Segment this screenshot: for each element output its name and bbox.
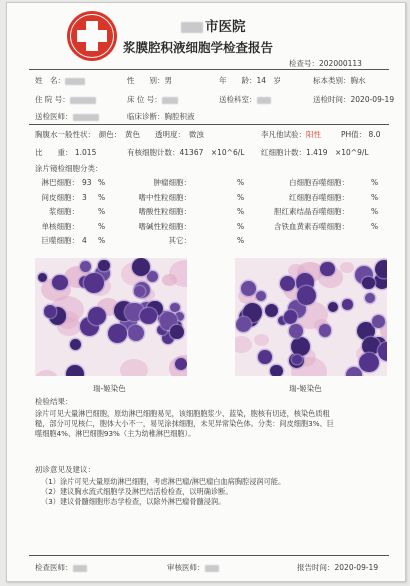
lymphocyte-cell — [365, 293, 375, 303]
cell-type-label: 肿瘤细胞： — [153, 178, 191, 187]
smear-cell — [340, 262, 354, 274]
lymphocyte-cell — [44, 305, 57, 318]
divider — [29, 124, 389, 125]
classification-heading: 涂片镜检细胞分类： — [35, 164, 103, 173]
percent-unit: % — [371, 192, 379, 202]
cell-type-label: 浆细胞： — [49, 207, 79, 216]
patient-gender: 性 别：男 — [127, 76, 172, 85]
hospital-name: 市医院 — [181, 15, 246, 35]
patient-age: 年 龄：14 岁 — [219, 76, 282, 85]
classification-row — [127, 222, 244, 231]
lymphocyte-cell — [297, 286, 316, 305]
lymphocyte-cell — [284, 310, 298, 324]
caption-right: 瑞-姬染色 — [289, 384, 322, 393]
classification-row — [257, 222, 378, 231]
percent-unit: % — [98, 207, 106, 216]
cell-type-label: 淋巴细胞： — [41, 178, 79, 187]
cell-type-label: 白细胞吞噬细胞： — [289, 178, 349, 187]
report-title: 浆膜腔积液细胞学检查报告 — [123, 40, 274, 55]
lymphocyte-cell — [265, 304, 278, 317]
cell-percent-value: 3 — [82, 192, 87, 202]
cell-type-label: 巨噬细胞： — [41, 236, 79, 245]
lymphocyte-cell — [280, 276, 295, 291]
hospital-logo — [67, 11, 117, 61]
smear-cell — [235, 336, 252, 353]
opinion-list: （1）涂片可见大量原幼淋巴细胞，考虑淋巴瘤/淋巴瘤白血病胸腔浸润可能。 （2）建议胸水流式细胞学及淋巴结活检检查，以明确诊断。 （3）建议骨髓细胞形态学检查，以除外淋巴瘤骨髓浸润。 — [41, 477, 286, 506]
specimen-type: 标本类别：胸水 — [313, 76, 366, 85]
percent-unit: % — [237, 192, 245, 202]
lymphocyte-cell — [328, 302, 338, 312]
classification-row — [127, 207, 244, 216]
lymphocyte-cell — [378, 342, 387, 361]
smear-cell — [162, 274, 177, 286]
cell-type-label: 间皮细胞： — [41, 192, 79, 202]
cell-type-label: 嗜中性粒细胞： — [138, 192, 191, 202]
percent-unit: % — [98, 192, 106, 202]
specific-gravity: 比 重： 1.015 — [35, 148, 97, 157]
percent-unit: % — [98, 221, 106, 231]
ph-value: PH值： 8.0 — [341, 130, 381, 139]
caption-left: 瑞-姬染色 — [93, 384, 126, 393]
lymphocyte-cell — [292, 355, 301, 364]
cell-type-label: 单核细胞： — [41, 221, 79, 231]
percent-unit: % — [237, 236, 245, 245]
sending-department: 送检科室： — [219, 95, 271, 104]
sending-doctor: 送检医师： — [35, 112, 99, 121]
lymphocyte-cell — [147, 271, 158, 282]
lymphocyte-cell — [256, 291, 267, 302]
lymphocyte-cell — [170, 303, 179, 312]
smear-cell — [254, 334, 269, 346]
classification-row — [35, 207, 105, 216]
rbc-count: 红细胞计数：1.419 ×10^9/L — [261, 148, 369, 157]
rivalta-test: 李凡他试验：阳性 — [261, 130, 321, 139]
clinical-diagnosis: 临床诊断：胸腔积液 — [127, 112, 195, 121]
exam-number: 检查号：202000113 — [289, 59, 362, 68]
classification-row — [127, 236, 244, 245]
cell-type-label: 含铁血黄素吞噬细胞： — [274, 221, 349, 231]
report-page — [6, 2, 406, 582]
percent-unit: % — [98, 178, 106, 187]
lymphocyte-cell — [362, 277, 375, 290]
cell-type-label: 红细胞吞噬细胞： — [289, 192, 349, 202]
divider — [29, 69, 389, 70]
smear-cell — [120, 359, 148, 376]
lymphocyte-cell — [320, 262, 335, 277]
sending-time: 送检时间：2020-09-19 — [313, 95, 395, 104]
lymphocyte-cell — [289, 324, 303, 338]
redacted-city — [181, 22, 203, 33]
cell-type-label: 嗜碱性粒细胞： — [138, 221, 191, 231]
admission-number: 住 院 号： — [35, 95, 96, 104]
cell-type-label: 胆红素结晶吞噬细胞： — [274, 207, 349, 216]
nucleated-cell-count: 有核细胞计数：41367 ×10^6/L — [127, 148, 245, 157]
classification-row — [127, 178, 244, 187]
classification-row — [35, 236, 105, 245]
classification-row — [35, 193, 105, 202]
lymphocyte-cell — [236, 317, 251, 332]
microscopy-image-left — [35, 258, 187, 376]
opinion-heading: 初诊意见及建议： — [35, 465, 95, 474]
percent-unit: % — [237, 221, 245, 231]
lymphocyte-cell — [319, 324, 332, 337]
microscopy-image-right — [235, 258, 387, 376]
patient-name: 姓 名： — [35, 76, 85, 85]
bed-number: 床 位 号： — [127, 95, 178, 104]
lymphocyte-cell — [52, 275, 68, 291]
divider — [29, 555, 389, 556]
findings-heading: 检验结果： — [35, 397, 73, 406]
percent-unit: % — [237, 207, 245, 216]
classification-row — [35, 222, 105, 231]
lymphocyte-cell — [140, 308, 157, 325]
cell-percent-value: 4 — [82, 236, 87, 245]
classification-row — [257, 193, 378, 202]
lymphocyte-cell — [128, 325, 144, 341]
lymphocyte-cell — [342, 299, 353, 310]
general-properties: 胸腹水一般性状： 颜色： 黄色 透明度： 微浊 — [35, 130, 204, 139]
lymphocyte-cell — [359, 353, 378, 372]
smear-cell — [35, 370, 58, 376]
findings-text: 涂片可见大量淋巴细胞，原幼淋巴细胞易见，该细胞胞浆少、蓝染，胞核有切迹，核染色质粗 糙，部分可见核仁，胞体大小不一，易见涂抹细胞，未见异常染色体。分类：间皮细胞3%、巨 噬细胞4%、淋巴细胞93%（主为幼稚淋巴细胞）。 — [35, 409, 334, 438]
lymphocyte-cell — [270, 365, 283, 376]
review-doctor: 审核医师： — [167, 563, 219, 572]
lymphocyte-cell — [98, 260, 110, 272]
lymphocyte-cell — [170, 325, 184, 339]
percent-unit: % — [237, 178, 245, 187]
cell-percent-value: 93 — [82, 178, 92, 187]
cell-type-label: 嗜酸性粒细胞： — [138, 207, 191, 216]
percent-unit: % — [371, 221, 379, 231]
lymphocyte-cell — [66, 365, 84, 376]
classification-row — [35, 178, 105, 187]
percent-unit: % — [371, 178, 379, 187]
lymphocyte-cell — [258, 350, 271, 363]
lymphocyte-cell — [175, 358, 187, 370]
classification-row — [257, 207, 378, 216]
percent-unit: % — [371, 207, 379, 216]
lymphocyte-cell — [375, 260, 387, 278]
cell-type-label: 其它： — [168, 236, 191, 245]
lymphocyte-cell — [88, 307, 106, 325]
classification-row — [127, 193, 244, 202]
lymphocyte-cell — [372, 315, 385, 328]
lymphocyte-cell — [84, 273, 104, 293]
lymphocyte-cell — [70, 339, 81, 350]
exam-doctor: 检查医师： — [35, 563, 87, 572]
lymphocyte-cell — [108, 324, 127, 343]
classification-row — [257, 178, 378, 187]
report-time: 报告时间：2020-09-19 — [297, 563, 379, 572]
percent-unit: % — [98, 236, 106, 245]
